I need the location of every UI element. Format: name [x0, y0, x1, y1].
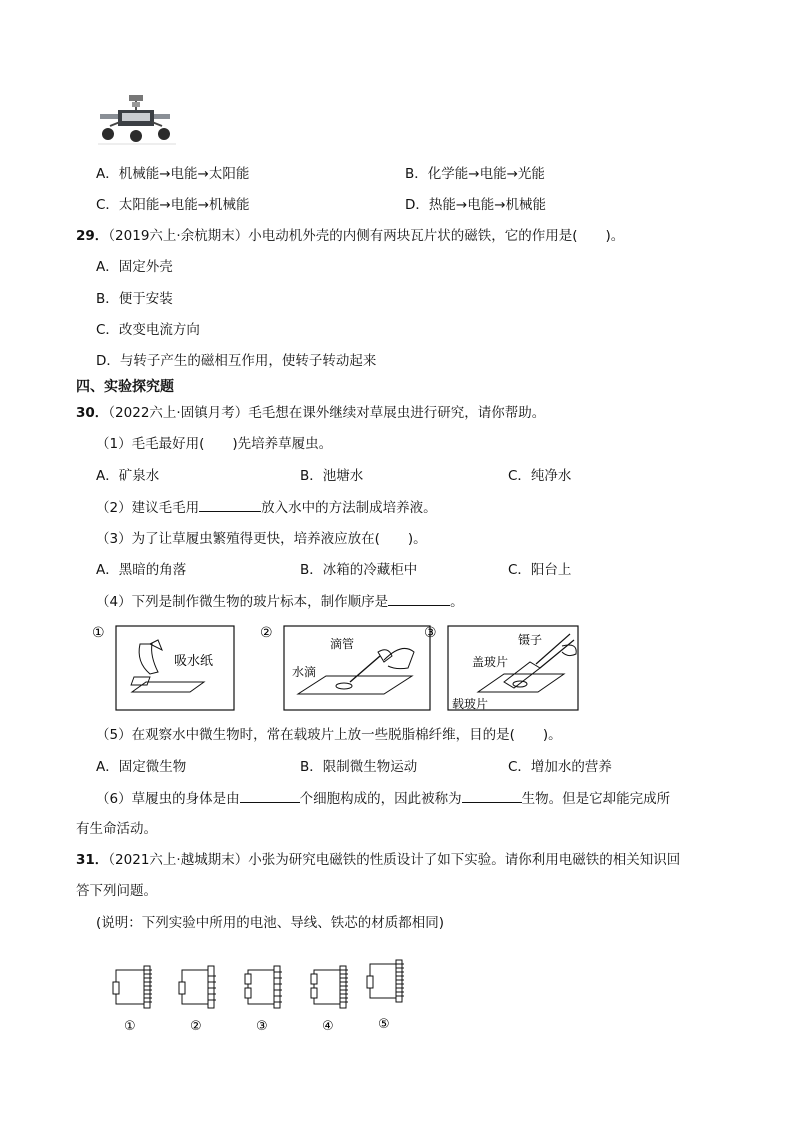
q30-sub2-text: （2）建议毛毛用 — [96, 500, 200, 516]
figure-1-label: 吸水纸 — [174, 654, 214, 669]
q30-sub5 — [96, 725, 562, 745]
figure-3-label-a: 镊子 — [518, 633, 543, 647]
q30-sub4-text: （4）下列是制作微生物的玻片标本，制作顺序是 — [96, 594, 389, 610]
q29-option-a[interactable]: A．固定外壳 — [96, 259, 173, 275]
figure-2-label-a: 水滴 — [292, 665, 317, 679]
q31-note: (说明：下列实验中所用的电池、导线、铁芯的材质都相同) — [96, 915, 445, 931]
q30-sub2-blank[interactable] — [199, 497, 261, 512]
figure-3-number: ③ — [424, 625, 437, 641]
circuit-label-1: ① — [124, 1019, 136, 1034]
q30-sub4-end: 。 — [450, 594, 464, 610]
circuit-label-4: ④ — [322, 1019, 334, 1034]
q30-sub3-option-b[interactable]: B．冰箱的冷藏柜中 — [300, 562, 418, 578]
q30-stem-text: 毛毛想在课外继续对草展虫进行研究，请你帮助。 — [248, 405, 546, 421]
q30-sub4 — [96, 591, 464, 612]
q28-option-d[interactable]: D．热能→电能→机械能 — [405, 197, 547, 213]
q29-number: 29． — [76, 228, 109, 244]
q29-stem-text: 小电动机外壳的内侧有两块瓦片状的磁铁，它的作用是( — [248, 228, 578, 244]
q29-option-b[interactable]: B．便于安装 — [96, 291, 173, 307]
q30-sub6-text: （6）草履虫的身体是由 — [96, 791, 240, 807]
q30-sub3-text: （3）为了让草履虫繁殖得更快，培养液应放在( — [96, 531, 380, 547]
q30-sub5-option-b[interactable]: B．限制微生物运动 — [300, 759, 418, 775]
q29-option-d[interactable]: D．与转子产生的磁相互作用，使转子转动起来 — [96, 353, 377, 369]
q30-sub2-end: 放入水中的方法制成培养液。 — [261, 500, 437, 516]
figure-3-label-c: 载玻片 — [452, 697, 489, 711]
circuit-label-3: ③ — [256, 1019, 268, 1034]
q30-sub1 — [96, 434, 332, 454]
figure-1-number: ① — [92, 625, 105, 641]
circuit-5 — [367, 960, 404, 1032]
q29-source: （2019六上·余杭期末） — [108, 228, 249, 244]
q30-sub3-option-c[interactable]: C．阳台上 — [508, 562, 572, 578]
q28-option-c[interactable]: C．太阳能→电能→机械能 — [96, 197, 250, 213]
mars-rover-image — [96, 92, 178, 150]
q28-option-a[interactable]: A．机械能→电能→太阳能 — [96, 166, 250, 182]
q31-stem — [76, 850, 680, 870]
q30-sub5-end: )。 — [542, 727, 562, 743]
circuit-1 — [113, 966, 152, 1034]
q31-source: （2021六上·越城期末） — [108, 852, 249, 868]
electromagnet-circuits — [108, 958, 418, 1036]
q31-stem-text: 小张为研究电磁铁的性质设计了如下实验。请你利用电磁铁的相关知识回 — [248, 852, 681, 868]
q30-sub3 — [96, 529, 427, 549]
q30-sub1-end: )先培养草履虫。 — [232, 436, 333, 452]
circuit-label-5: ⑤ — [378, 1017, 390, 1032]
figure-2-label-b: 滴管 — [330, 637, 355, 651]
q30-sub5-text: （5）在观察水中微生物时，常在载玻片上放一些脱脂棉纤维，目的是( — [96, 727, 515, 743]
q30-sub1-option-a[interactable]: A．矿泉水 — [96, 468, 160, 484]
q30-sub3-option-a[interactable]: A．黑暗的角落 — [96, 562, 187, 578]
q31-number: 31． — [76, 852, 109, 868]
q30-stem — [76, 403, 545, 423]
q30-sub1-option-c[interactable]: C．纯净水 — [508, 468, 572, 484]
q30-sub4-blank[interactable] — [388, 591, 450, 606]
q30-number: 30． — [76, 405, 109, 421]
circuit-label-2: ② — [190, 1019, 202, 1034]
figure-2-number: ② — [260, 625, 273, 641]
q30-sub6-mid: 个细胞构成的，因此被称为 — [299, 791, 462, 807]
q28-option-b[interactable]: B．化学能→电能→光能 — [405, 166, 545, 182]
q30-sub6 — [96, 788, 670, 809]
q29-stem-end: )。 — [605, 228, 625, 244]
slide-figures — [92, 622, 592, 714]
q30-sub5-option-c[interactable]: C．增加水的营养 — [508, 759, 612, 775]
q30-sub6-blank-2[interactable] — [462, 788, 522, 803]
section-title: 四、实验探究题 — [76, 379, 174, 395]
q30-sub1-text: （1）毛毛最好用( — [96, 436, 205, 452]
figure-3-label-b: 盖玻片 — [472, 655, 509, 669]
q30-sub6-line2: 有生命活动。 — [76, 821, 157, 837]
circuit-3 — [245, 966, 282, 1034]
q30-source: （2022六上·固镇月考） — [108, 405, 249, 421]
circuit-2 — [179, 966, 216, 1034]
q30-sub2 — [96, 497, 437, 518]
circuit-4 — [311, 966, 348, 1034]
q30-sub1-option-b[interactable]: B．池塘水 — [300, 468, 364, 484]
q30-sub5-option-a[interactable]: A．固定微生物 — [96, 759, 187, 775]
q29-stem — [76, 226, 624, 246]
q29-option-c[interactable]: C．改变电流方向 — [96, 322, 200, 338]
q30-sub6-blank-1[interactable] — [240, 788, 300, 803]
q31-stem-line2: 答下列问题。 — [76, 883, 157, 899]
q30-sub3-end: )。 — [407, 531, 427, 547]
q30-sub6-end: 生物。但是它却能完成所 — [521, 791, 671, 807]
